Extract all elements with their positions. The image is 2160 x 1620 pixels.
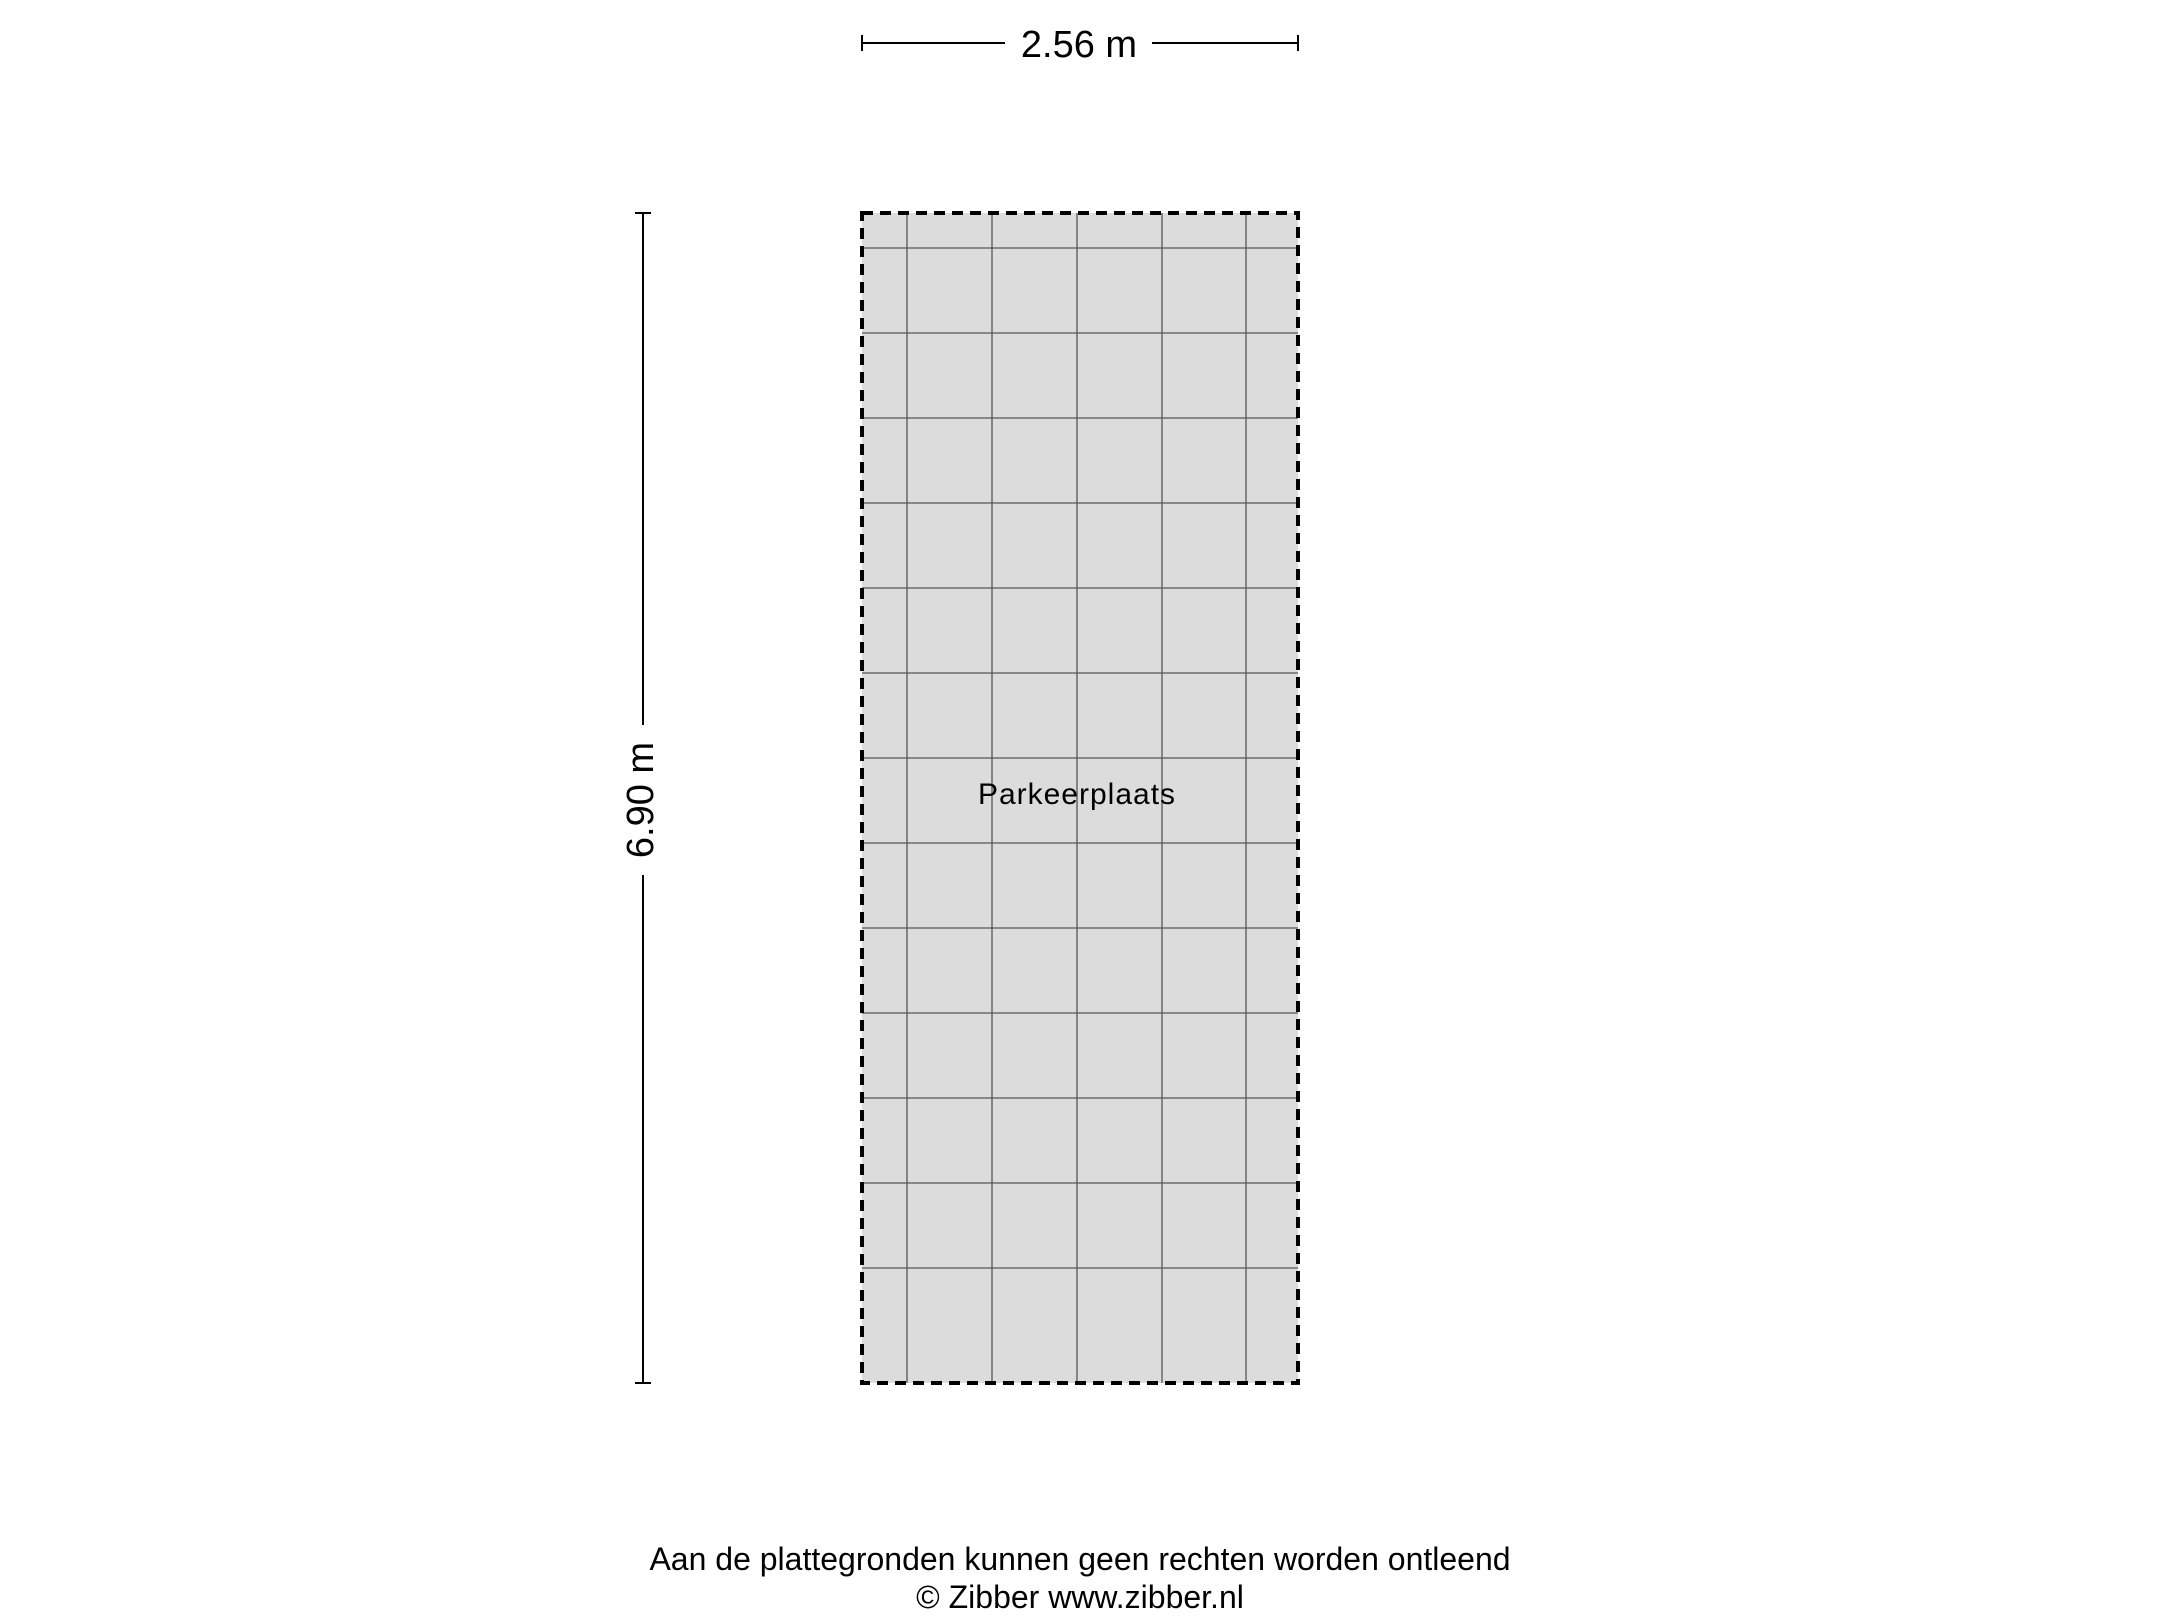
parking-space	[862, 213, 1298, 1383]
footer-disclaimer: Aan de plattegronden kunnen geen rechten worden ontleend	[649, 1541, 1511, 1577]
footer-copyright: © Zibber www.zibber.nl	[916, 1579, 1244, 1615]
depth-dimension-label: 6.90 m	[620, 741, 663, 859]
depth-dimension	[620, 213, 662, 1383]
width-dimension-label: 2.56 m	[1020, 24, 1138, 66]
room-label-parkeerplaats: Parkeerplaats	[977, 778, 1177, 811]
width-dimension	[862, 24, 1298, 66]
